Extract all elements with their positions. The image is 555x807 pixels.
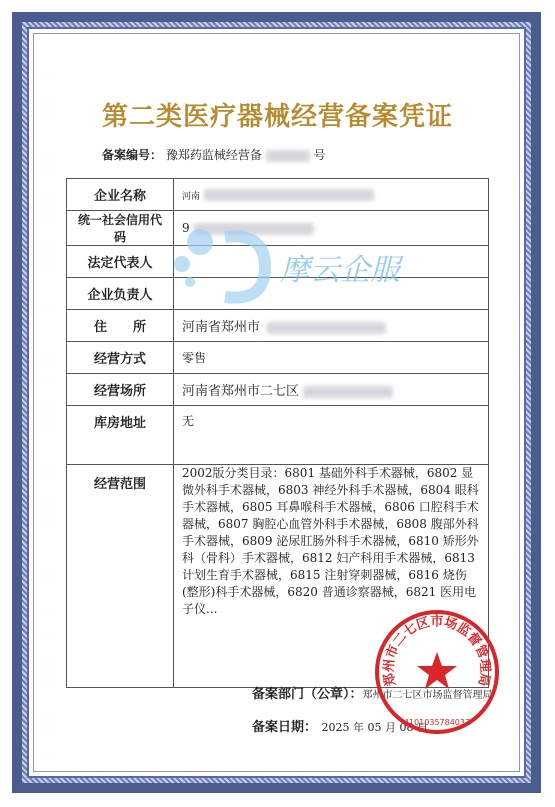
row-value: 零售 <box>174 342 489 374</box>
row-key: 统一社会信用代码 <box>67 211 174 246</box>
row-key: 库房地址 <box>67 406 174 465</box>
table-row <box>67 179 489 211</box>
row-key: 住 所 <box>67 310 174 342</box>
filing-number-prefix: 豫郑药监械经营备 <box>165 148 262 162</box>
date-value: 2025 年 05 月 08 日 <box>321 721 429 734</box>
row-key: 经营场所 <box>67 374 174 406</box>
redacted-block <box>266 150 310 162</box>
row-value: 无 <box>174 406 489 465</box>
seal-text: 郑州市二七区市场监督管理局 <box>381 614 493 688</box>
row-key: 经营方式 <box>67 342 174 374</box>
table-row <box>67 310 489 342</box>
redacted-block <box>266 322 386 334</box>
row-value: 河南省郑州市二七区 <box>174 374 489 406</box>
table-row <box>67 374 489 406</box>
row-key: 企业负责人 <box>67 278 174 310</box>
row-key: 经营范围 <box>67 465 174 688</box>
watermark-logo <box>170 222 430 312</box>
table-row <box>67 406 489 465</box>
row-value: 河南省郑州市 <box>174 310 489 342</box>
row-value: 河南 <box>174 179 489 211</box>
seal-number: 4101035784037 <box>403 718 471 727</box>
filing-number-label: 备案编号： <box>102 148 163 162</box>
redacted-block <box>303 386 393 398</box>
dept-value: 郑州市二七区市场监督管理局 <box>362 690 493 701</box>
filing-number-suffix: 号 <box>313 148 326 162</box>
official-seal <box>372 607 502 737</box>
row-key: 企业名称 <box>67 179 174 211</box>
dept-label: 备案部门（公章）： <box>252 687 363 702</box>
row-value: 2002版分类目录：6801 基础外科手术器械，6802 显微外科手术器械，6803 神经外科手术器械，6804 眼科手术器械，6805 耳鼻喉科手术器械，6806 口腔科手术器械，6807 胸腔心血管外科手术器械，6808 腹部外科手术器械，6809 泌尿肛肠外科手术器械，6810 矫形外科（骨科）手术器械，6812 妇产科用手术器械，6813 计划生育手术器械，6815 注射穿刺器械，6816 烧伤(整形)科手术器械，6820 普通诊察器械，6821 医用电子仪... <box>174 465 489 688</box>
filing-number <box>102 146 326 163</box>
row-key: 法定代表人 <box>67 246 174 278</box>
certificate-title: 第二类医疗器械经营备案凭证 <box>101 102 453 132</box>
redacted-block <box>204 189 374 201</box>
table-row <box>67 342 489 374</box>
watermark-text: 摩云企服 <box>280 253 400 288</box>
row-value: 9 <box>174 211 489 246</box>
date-label: 备案日期： <box>252 720 318 735</box>
star-icon <box>417 652 457 689</box>
